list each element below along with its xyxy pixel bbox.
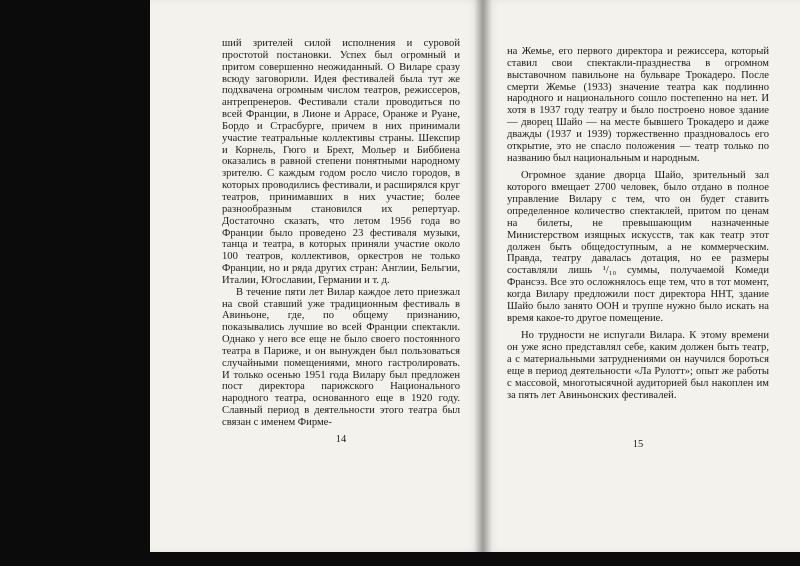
right-page-text (507, 46, 769, 401)
right-paragraph-2: Огромное здание дворца Шайо, зрительный зал которого вмещает 2700 человек, было отдано в полное управление Вилару с тем, что он будет ставить определенное количество спектаклей, притом по ценам на билеты, не превышающим назначенные Министерством изящных искусств, так как театр этот должен быть общедоступным, а не коммерческим. Правда, театру давалась дотация, но ее размеры составляли лишь ¹/₁₀ суммы, получаемой Комеди Франсэз. Все это осложнялось еще тем, что в тот момент, когда Вилару предложили пост директора ННТ, здание Шайо было занято ООН и труппе нужно было искать на время какое-то другое помещение. (507, 170, 769, 324)
left-page-number: 14 (335, 434, 347, 445)
left-paragraph-2: В течение пяти лет Вилар каждое лето приезжал на свой ставший уже традиционным фестиваль в Авиньоне, где, по общему признанию, показывались лучшие во всей Франции спектакли. Однако у него все еще не было своего постоянного театра в Париже, и он вынужден был пользоваться случайными помещениями, много гастролировать. И только осенью 1951 года Вилару был предложен пост директора парижского Национального народного театра, основанного еще в 1920 году. Славный период в деятельности этого театра был связан с именем Фирме- (222, 286, 460, 428)
right-page-number: 15 (632, 439, 644, 450)
left-page (150, 0, 483, 552)
left-paragraph-1: ший зрителей силой исполнения и суровой простотой постановки. Успех был огромный и притом совершенно неожиданный. О Виларе сразу всюду заговорили. Идея фестивалей была тут же подхвачена огромным числом театров, режиссеров, антрепренеров. Фестивали стали проводиться по всей Франции, в Лионе и Аррасе, Оранже и Руане, Бордо и Страсбурге, причем в них принимали участие театральные коллективы страны. Шекспир и Корнель, Гюго и Брехт, Мольер и Биббиена оказались в равной степени понятными народному зрителю. С каждым годом росло число городов, в которых проводились фестивали, и расширялся круг театров, принимавших в них участие; более разнообразным становился их репертуар. Достаточно сказать, что летом 1956 года во Франции было проведено 23 фестиваля музыки, танца и театра, в которых приняли участие около 100 театров, коллективов, оркестров не только Франции, но и ряда других стран: Англии, Бельгии, Италии, Югославии, Германии и т. д. (222, 38, 460, 286)
right-paragraph-3: Но трудности не испугали Вилара. К этому времени он уже ясно представлял себе, каким должен быть театр, а с материальными затруднениями он научился бороться еще в период деятельности «Ла Рулотт»; опыт же работы с массовой, многотысячной аудиторией был накоплен им за пять лет Авиньонских фестивалей. (507, 330, 769, 401)
right-page (483, 0, 800, 552)
right-paragraph-1: на Жемье, его первого директора и режиссера, который ставил свои спектакли-празднества в огромном выставочном павильоне на бульваре Трокадеро. После смерти Жемье (1933) значение театра как подлинно народного и национального сошло постепенно на нет. И хотя в 1937 году театру и было построено новое здание — дворец Шайо — на месте бывшего Трокадеро и даже дважды (1937 и 1939) торжественно праздновалось его открытие, это не спасло положения — театр только по названию был национальным и народным. (507, 46, 769, 164)
left-page-text (222, 38, 460, 429)
